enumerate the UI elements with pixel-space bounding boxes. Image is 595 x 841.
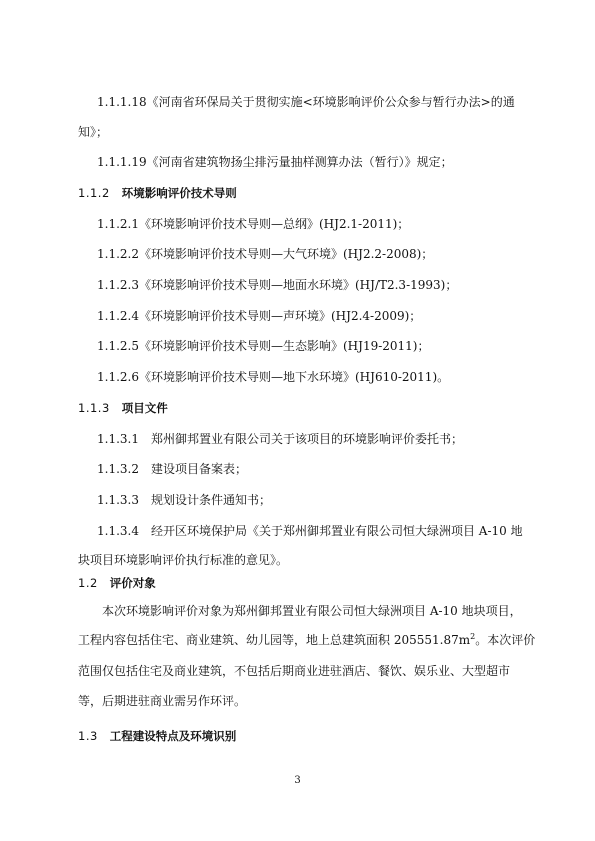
heading-title: 工程建设特点及环境识别 <box>109 729 237 743</box>
ref-1-1-1-19: 1.1.1.19《河南省建筑物扬尘排污量抽样测算办法（暂行）》规定； <box>97 155 453 169</box>
heading-1-1-3 <box>78 400 168 416</box>
paragraph-1-2-line2 <box>78 632 535 648</box>
ref-1-1-3-4-line2: 块项目环境影响评价执行标准的意见》。 <box>78 553 289 567</box>
heading-number: 1.2 <box>78 576 98 590</box>
ref-1-1-3-1: 1.1.3.1 郑州御邦置业有限公司关于该项目的环境影响评价委托书； <box>97 432 463 446</box>
ref-1-1-2-4: 1.1.2.4《环境影响评价技术导则—声环境》(HJ2.4-2009)； <box>97 309 422 323</box>
ref-1-1-1-18-line1: 1.1.1.18《河南省环保局关于贯彻实施<环境影响评价公众参与暂行办法>的通 <box>97 95 515 109</box>
heading-title: 环境影响评价技术导则 <box>121 186 237 200</box>
heading-number: 1.1.2 <box>78 186 110 200</box>
ref-1-1-2-6: 1.1.2.6《环境影响评价技术导则—地下水环境》(HJ610-2011)。 <box>97 370 450 384</box>
heading-number: 1.1.3 <box>78 401 110 415</box>
superscript-two: 2 <box>470 632 476 641</box>
heading-1-1-2 <box>78 185 237 201</box>
ref-1-1-2-3: 1.1.2.3《环境影响评价技术导则—地面水环境》(HJ/T2.3-1993)； <box>97 278 458 292</box>
ref-1-1-3-4-line1: 1.1.3.4 经开区环境保护局《关于郑州御邦置业有限公司恒大绿洲项目 A-10 地 <box>97 524 523 538</box>
paragraph-1-2-line1: 本次环境影响评价对象为郑州御邦置业有限公司恒大绿洲项目 A-10 地块项目， <box>102 604 522 618</box>
paragraph-text: 。本次评价 <box>475 633 536 647</box>
heading-number: 1.3 <box>78 729 98 743</box>
ref-1-1-2-1: 1.1.2.1《环境影响评价技术导则—总纲》(HJ2.1-2011)； <box>97 217 410 231</box>
heading-title: 项目文件 <box>121 401 168 415</box>
page-number: 3 <box>294 775 301 786</box>
heading-title: 评价对象 <box>109 576 156 590</box>
ref-1-1-1-18-line2: 知》； <box>78 125 109 139</box>
ref-1-1-3-3: 1.1.3.3 规划设计条件通知书； <box>97 493 271 507</box>
ref-1-1-2-2: 1.1.2.2《环境影响评价技术导则—大气环境》(HJ2.2-2008)； <box>97 247 434 261</box>
paragraph-1-2-line4: 等，后期进驻商业需另作环评。 <box>78 694 247 708</box>
heading-1-2 <box>78 575 156 591</box>
paragraph-1-2-line3: 范围仅包括住宅及商业建筑，不包括后期商业进驻酒店、餐饮、娱乐业、大型超市 <box>78 664 511 678</box>
ref-1-1-2-5: 1.1.2.5《环境影响评价技术导则—生态影响》(HJ19-2011)； <box>97 339 430 353</box>
heading-1-3 <box>78 728 236 744</box>
ref-1-1-3-2: 1.1.3.2 建设项目备案表； <box>97 462 247 476</box>
paragraph-text: 工程内容包括住宅、商业建筑、幼儿园等，地上总建筑面积 205551.87m <box>78 633 471 647</box>
